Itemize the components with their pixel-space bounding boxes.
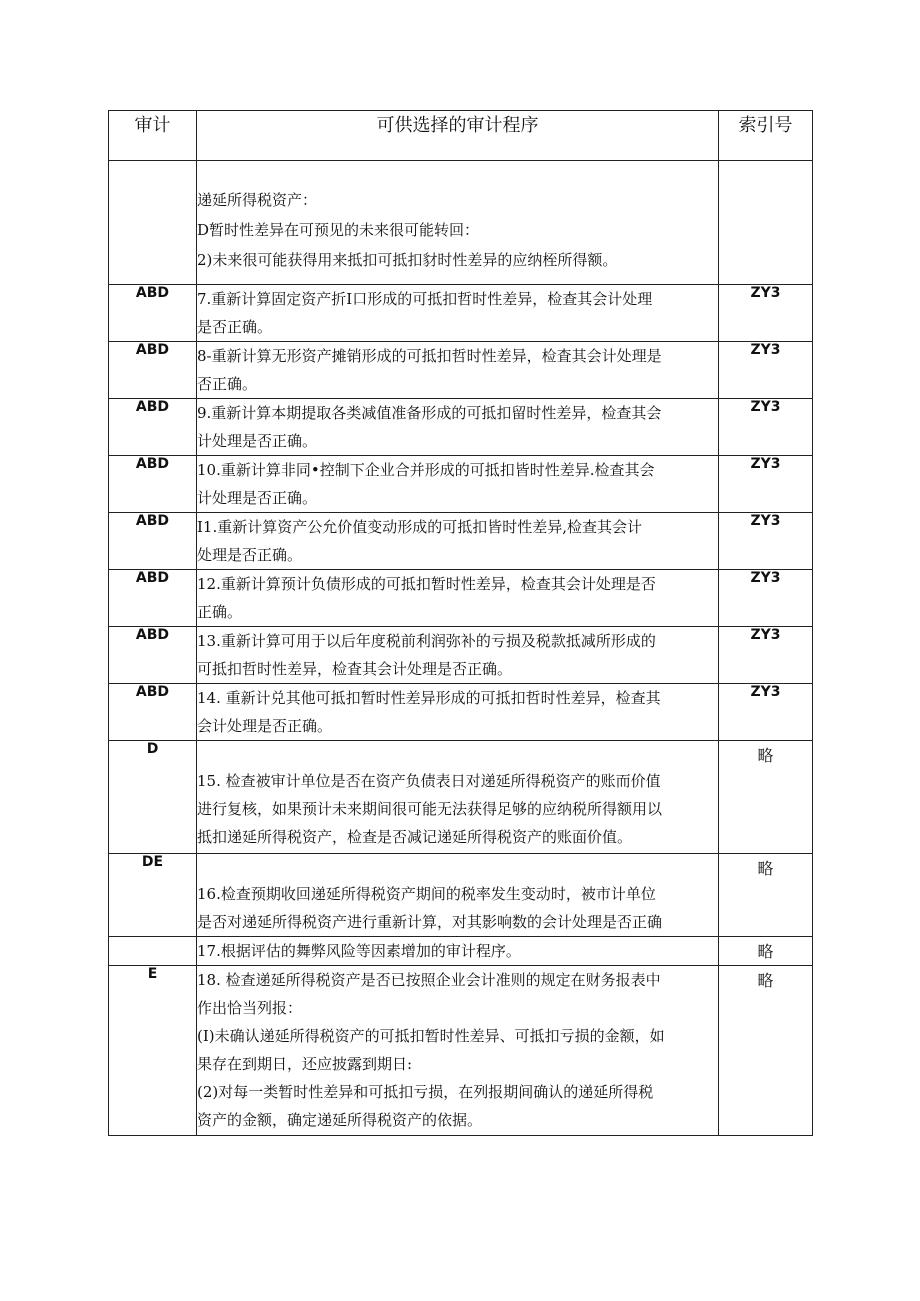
procedure-line: (2)对每一类暂时性差异和可抵扣亏损，在列报期间确认的递延所得税 xyxy=(197,1083,654,1101)
audit-code: ABD xyxy=(109,513,197,570)
procedure-line: 13.重新计算可用于以后年度税前利润弥补的亏损及税款抵减所形成的 xyxy=(197,632,656,650)
index-number: ZY3 xyxy=(719,570,813,627)
procedure-line: 作出恰当列报： xyxy=(197,999,303,1017)
header-index: 索引号 xyxy=(719,111,813,161)
procedure-line: D暂时性差异在可预见的未来很可能转回： xyxy=(197,221,480,239)
audit-code: ABD xyxy=(109,342,197,399)
procedure-line: 9.重新计算本期提取各类减值准备形成的可抵扣留时性差异，检查其会 xyxy=(197,404,662,422)
audit-code: E xyxy=(109,966,197,1136)
table-header-row xyxy=(109,111,813,161)
table-row xyxy=(109,342,813,399)
table-row xyxy=(109,627,813,684)
procedure-line: 果存在到期日，还应披露到期日: xyxy=(197,1055,413,1073)
table-row xyxy=(109,937,813,966)
procedure-text xyxy=(197,570,719,627)
procedure-line: 进行复核，如果预计未来期间很可能无法获得足够的应纳税所得额用以 xyxy=(197,800,663,818)
index-number: ZY3 xyxy=(719,342,813,399)
procedure-line: 16.检查预期收回递延所得税资产期间的税率发生变动时，被市计单位 xyxy=(197,885,656,903)
procedure-line: 正确。 xyxy=(197,603,243,621)
procedure-line: 8-重新计算无形资产摊销形成的可抵扣哲时性差异，检査其会计处理是 xyxy=(197,347,662,365)
table-row xyxy=(109,741,813,854)
procedure-text xyxy=(197,741,719,854)
procedure-line: 12.重新计算预计负债形成的可抵扣暂时性差异，检查其会计处理是否 xyxy=(197,575,656,593)
index-number: 略 xyxy=(719,937,813,966)
index-number: 略 xyxy=(719,854,813,937)
procedure-line: 计处理是否正确。 xyxy=(197,489,318,507)
index-number: ZY3 xyxy=(719,285,813,342)
procedure-line: 递延所得税资产： xyxy=(197,191,318,209)
procedure-line: 14. 重新计兑其他可抵扣暂时性差异形成的可抵扣哲时性差异，检查其 xyxy=(197,689,661,707)
procedure-line: 2)未来很可能获得用来抵扣可抵扣豺时性差异的应纳桎所得额。 xyxy=(197,251,618,269)
procedure-line: 资产的金额，确定递延所得税资产的依据。 xyxy=(197,1111,483,1129)
procedure-line: 17.根据评估的舞弊风险等因素增加的审计程序。 xyxy=(197,942,521,960)
header-audit: 审计 xyxy=(109,111,197,161)
procedure-line: 是否正确。 xyxy=(197,318,273,336)
index-number: ZY3 xyxy=(719,513,813,570)
audit-code: DE xyxy=(109,854,197,937)
index-number xyxy=(719,161,813,285)
index-number: 略 xyxy=(719,966,813,1136)
index-number: ZY3 xyxy=(719,399,813,456)
procedure-text xyxy=(197,854,719,937)
table-row xyxy=(109,570,813,627)
procedure-line: 处理是否正确。 xyxy=(197,546,303,564)
procedure-line: 10.重新计算非同•控制下企业合并形成的可抵扣皆时性差异.检查其会 xyxy=(197,461,655,479)
procedure-line: (I)未确认递延所得税资产的可抵扣暂时性差异、可抵扣亏损的金额，如 xyxy=(197,1027,665,1045)
table-row xyxy=(109,854,813,937)
table-row xyxy=(109,399,813,456)
procedure-line: 18. 检查递延所得税资产是否已按照企业会计准则的规定在财务报表中 xyxy=(197,971,661,989)
index-number: 略 xyxy=(719,741,813,854)
audit-code: ABD xyxy=(109,684,197,741)
procedure-line: 抵扣递延所得税资产，检查是否减记递延所得税资产的账面价值。 xyxy=(197,828,633,846)
procedure-line: 是否对递延所得税资产进行重新计算，对其影响数的会计处理是否正确 xyxy=(197,913,663,931)
procedure-line: I1.重新计算资产公允价值变动形成的可抵扣皆时性差异,检查其会计 xyxy=(197,518,643,536)
procedure-text xyxy=(197,456,719,513)
procedure-text xyxy=(197,342,719,399)
audit-code: ABD xyxy=(109,570,197,627)
procedure-text xyxy=(197,399,719,456)
procedure-line: 会计处理是否正确。 xyxy=(197,717,333,735)
procedure-text xyxy=(197,161,719,285)
audit-code xyxy=(109,161,197,285)
procedure-text xyxy=(197,627,719,684)
audit-code: ABD xyxy=(109,399,197,456)
procedure-line: 否正确。 xyxy=(197,375,258,393)
procedure-text xyxy=(197,285,719,342)
index-number: ZY3 xyxy=(719,456,813,513)
audit-code: ABD xyxy=(109,627,197,684)
procedure-text xyxy=(197,513,719,570)
audit-code: ABD xyxy=(109,285,197,342)
procedure-text xyxy=(197,684,719,741)
table-row xyxy=(109,966,813,1136)
procedure-line: 7.重新计算固定资产折I口形成的可抵扣哲时性差异，检查其会计处理 xyxy=(197,290,653,308)
audit-procedures-table xyxy=(108,110,813,1136)
procedure-line: 计处理是否正确。 xyxy=(197,432,318,450)
table-row xyxy=(109,513,813,570)
header-procedures: 可供选择的审计程序 xyxy=(197,111,719,161)
table-row xyxy=(109,161,813,285)
procedure-line: 15. 检查被审计单位是否在资产负债表日对递延所得税资产的账而价值 xyxy=(197,772,661,790)
procedure-line: 可抵扣哲时性差异，检査其会计处理是否正确。 xyxy=(197,660,513,678)
table-row xyxy=(109,285,813,342)
procedure-text xyxy=(197,937,719,966)
table-row xyxy=(109,456,813,513)
index-number: ZY3 xyxy=(719,627,813,684)
audit-code xyxy=(109,937,197,966)
table-row xyxy=(109,684,813,741)
procedure-text xyxy=(197,966,719,1136)
index-number: ZY3 xyxy=(719,684,813,741)
audit-code: D xyxy=(109,741,197,854)
audit-code: ABD xyxy=(109,456,197,513)
